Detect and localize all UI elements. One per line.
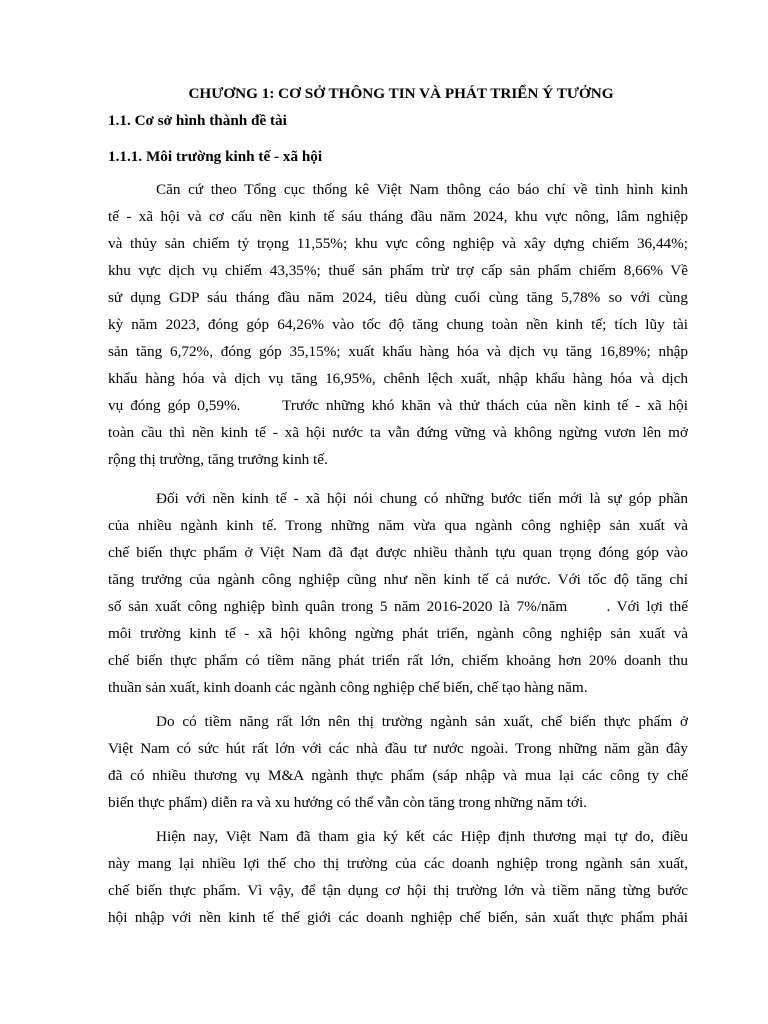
paragraph-line: chế biến thực phẩm. Vì vậy, để tận dụng cơ hội thị trường lớn và tiềm năng từng bước (108, 882, 688, 899)
paragraph (108, 823, 688, 931)
paragraph-line: số sản xuất công nghiệp bình quân trong 5 năm 2016-2020 là 7%/năm . Với lợi thế (108, 598, 688, 615)
paragraph-line: và thủy sản chiếm tỷ trọng 11,55%; khu vực công nghiệp và xây dựng chiếm 36,44%; (108, 235, 688, 252)
paragraph-line: Do có tiềm năng rất lớn nên thị trường ngành sản xuất, chế biến thực phẩm ở (156, 713, 688, 730)
paragraph-line: Việt Nam có sức hút rất lớn với các nhà đầu tư nước ngoài. Trong những năm gần đây (108, 740, 688, 757)
paragraph (108, 485, 688, 701)
paragraph-line: môi trường kinh tế - xã hội không ngừng phát triển, ngành công nghiệp sản xuất và (108, 625, 688, 642)
section-heading: 1.1. Cơ sở hình thành đề tài (108, 112, 287, 129)
subsection-heading: 1.1.1. Môi trường kinh tế - xã hội (108, 148, 323, 165)
paragraph-line: chế biến thực phẩm ở Việt Nam đã đạt được nhiều thành tựu quan trọng đóng góp vào (108, 544, 688, 561)
paragraph-line: này mang lại nhiều lợi thế cho thị trường của các doanh nghiệp trong ngành sản xuất, (108, 855, 688, 872)
paragraph-line: tế - xã hội và cơ cấu nền kinh tế sáu tháng đầu năm 2024, khu vực nông, lâm nghiệp (108, 208, 688, 225)
paragraph-line: đã có nhiều thương vụ M&A ngành thực phẩm (sáp nhập và mua lại các công ty chế (108, 767, 688, 784)
paragraph-line: kỳ năm 2023, đóng góp 64,26% vào tốc độ tăng chung toàn nền kinh tế; tích lũy tài (108, 316, 688, 333)
paragraph-line: Căn cứ theo Tổng cục thống kê Việt Nam thông cáo báo chí về tình hình kinh (156, 181, 688, 198)
paragraph-line: thuần sản xuất, kinh doanh các ngành công nghiệp chế biến, chế tạo hàng năm. (108, 679, 588, 696)
paragraph-line: toàn cầu thì nền kinh tế - xã hội nước ta vẫn đứng vững và không ngừng vươn lên mở (108, 424, 688, 441)
paragraph-line: tăng trưởng của ngành công nghiệp cũng như nền kinh tế cả nước. Với tốc độ tăng chỉ (108, 571, 688, 588)
paragraph (108, 708, 688, 816)
paragraph-line: Hiện nay, Việt Nam đã tham gia ký kết các Hiệp định thương mại tự do, điều (156, 828, 688, 845)
paragraph-line: biến thực phẩm) diễn ra và xu hướng có thể vẫn còn tăng trong những năm tới. (108, 794, 587, 811)
paragraph-line: Đối với nền kinh tế - xã hội nói chung có những bước tiến mới là sự góp phần (156, 490, 688, 507)
paragraph-line: vụ đóng góp 0,59%. Trước những khó khăn và thử thách của nền kinh tế - xã hội (108, 397, 688, 414)
paragraph-line: sản tăng 6,72%, đóng góp 35,15%; xuất khẩu hàng hóa và dịch vụ tăng 16,89%; nhập (108, 343, 688, 360)
paragraph-line: sử dụng GDP sáu tháng đầu năm 2024, tiêu dùng cuối cùng tăng 5,78% so với cùng (108, 289, 688, 306)
paragraph-line: rộng thị trường, tăng trưởng kinh tế. (108, 451, 328, 468)
paragraph-line: khu vực dịch vụ chiếm 43,35%; thuế sản phẩm trừ trợ cấp sản phẩm chiếm 8,66% Về (108, 262, 688, 279)
paragraph-line: của nhiều ngành kinh tế. Trong những năm vừa qua ngành công nghiệp sản xuất và (108, 517, 688, 534)
paragraph (108, 176, 688, 473)
chapter-title: CHƯƠNG 1: CƠ SỞ THÔNG TIN VÀ PHÁT TRIỂN Ý TƯỞNG (188, 85, 614, 102)
paragraph-line: chế biến thực phẩm có tiềm năng phát triển rất lớn, chiếm khoảng hơn 20% doanh thu (108, 652, 688, 669)
paragraph-line: khẩu hàng hóa và dịch vụ tăng 16,95%, chênh lệch xuất, nhập khẩu hàng hóa và dịch (108, 370, 688, 387)
paragraph-line: hội nhập với nền kinh tế thế giới các doanh nghiệp chế biến, sản xuất thực phẩm phải (108, 909, 688, 926)
